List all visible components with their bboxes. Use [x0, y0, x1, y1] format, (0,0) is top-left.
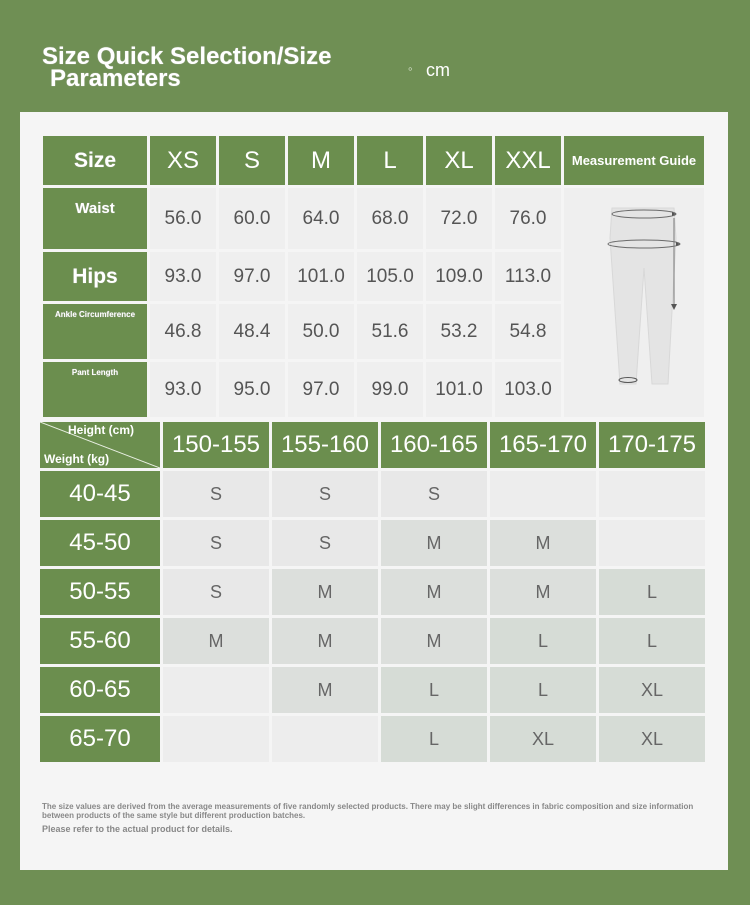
size-cell: M: [381, 569, 487, 615]
size-cell: L: [599, 569, 705, 615]
weight-row-header: 60-65: [40, 667, 160, 713]
unit-label: cm: [426, 60, 450, 80]
ruler-icon: ◦: [408, 61, 413, 76]
size-value: 105.0: [357, 252, 423, 301]
size-col-header: M: [288, 136, 354, 185]
measurement-guide-header: Measurement Guide: [564, 136, 704, 185]
weight-row: [40, 716, 705, 762]
size-value: 53.2: [426, 304, 492, 359]
size-value: 68.0: [357, 188, 423, 249]
size-value: 72.0: [426, 188, 492, 249]
size-cell: L: [490, 618, 596, 664]
weight-row-header: 65-70: [40, 716, 160, 762]
size-value: 48.4: [219, 304, 285, 359]
size-cell: S: [381, 471, 487, 517]
size-value: 109.0: [426, 252, 492, 301]
height-col-header: 155-160: [272, 422, 378, 468]
size-cell: M: [272, 667, 378, 713]
size-value: 51.6: [357, 304, 423, 359]
size-cell: M: [381, 618, 487, 664]
size-value: 76.0: [495, 188, 561, 249]
size-value: 97.0: [288, 362, 354, 417]
size-cell: [490, 471, 596, 517]
size-cell: S: [272, 471, 378, 517]
size-cell: L: [599, 618, 705, 664]
size-cell: [163, 667, 269, 713]
weight-row-header: 40-45: [40, 471, 160, 517]
table-corner: [40, 422, 160, 468]
height-col-header: 160-165: [381, 422, 487, 468]
size-value: 64.0: [288, 188, 354, 249]
size-value: 93.0: [150, 362, 216, 417]
weight-height-table: [37, 419, 708, 765]
size-header-row: [43, 136, 704, 185]
size-cell: M: [272, 618, 378, 664]
size-value: 60.0: [219, 188, 285, 249]
size-cell: M: [381, 520, 487, 566]
size-row-waist: [43, 188, 704, 249]
measurement-guide-figure: [564, 188, 704, 417]
height-axis-label: Height (cm): [68, 423, 134, 437]
size-cell: [599, 520, 705, 566]
size-cell: M: [272, 569, 378, 615]
title-line-1: Size Quick Selection/Size: [42, 43, 332, 70]
size-value: 93.0: [150, 252, 216, 301]
weight-row-header: 50-55: [40, 569, 160, 615]
row-label: Waist: [43, 188, 147, 249]
height-col-header: 170-175: [599, 422, 705, 468]
size-value: 113.0: [495, 252, 561, 301]
size-cell: L: [381, 667, 487, 713]
size-cell: S: [163, 569, 269, 615]
row-label: Ankle Circumference: [43, 304, 147, 359]
size-cell: XL: [599, 667, 705, 713]
size-value: 54.8: [495, 304, 561, 359]
page-title: [42, 43, 332, 92]
size-col-header: L: [357, 136, 423, 185]
pants-diagram-icon: [564, 198, 704, 402]
size-col-header: XS: [150, 136, 216, 185]
size-cell: XL: [599, 716, 705, 762]
weight-row: [40, 618, 705, 664]
size-cell: S: [163, 520, 269, 566]
size-value: 97.0: [219, 252, 285, 301]
size-col-header: XXL: [495, 136, 561, 185]
size-value: 46.8: [150, 304, 216, 359]
size-cell: M: [163, 618, 269, 664]
size-value: 99.0: [357, 362, 423, 417]
size-cell: M: [490, 569, 596, 615]
height-col-header: 150-155: [163, 422, 269, 468]
weight-row: [40, 520, 705, 566]
size-card: [20, 112, 728, 870]
size-value: 101.0: [288, 252, 354, 301]
size-cell: [599, 471, 705, 517]
size-value: 56.0: [150, 188, 216, 249]
size-cell: L: [381, 716, 487, 762]
row-label: Hips: [43, 252, 147, 301]
size-value: 95.0: [219, 362, 285, 417]
weight-row: [40, 471, 705, 517]
size-value: 101.0: [426, 362, 492, 417]
size-corner: Size: [43, 136, 147, 185]
weight-row: [40, 667, 705, 713]
title-line-2: Parameters: [50, 65, 181, 92]
weight-row-header: 45-50: [40, 520, 160, 566]
size-value: 50.0: [288, 304, 354, 359]
size-cell: XL: [490, 716, 596, 762]
height-header-row: [40, 422, 705, 468]
weight-row: [40, 569, 705, 615]
row-label: Pant Length: [43, 362, 147, 417]
weight-row-header: 55-60: [40, 618, 160, 664]
weight-axis-label: Weight (kg): [44, 452, 110, 466]
size-cell: [163, 716, 269, 762]
height-col-header: 165-170: [490, 422, 596, 468]
disclaimer-note: [42, 802, 722, 834]
disclaimer-refer: Please refer to the actual product for details.: [42, 824, 233, 834]
size-cell: M: [490, 520, 596, 566]
size-cell: S: [272, 520, 378, 566]
size-parameter-table: [40, 133, 707, 420]
size-cell: [272, 716, 378, 762]
size-value: 103.0: [495, 362, 561, 417]
disclaimer-line: The size values are derived from the average measurements of five randomly selected products. There may be slight differences in fabric composition and size information between products of the same style but different production batches.: [42, 802, 694, 820]
size-cell: S: [163, 471, 269, 517]
size-col-header: S: [219, 136, 285, 185]
size-col-header: XL: [426, 136, 492, 185]
size-cell: L: [490, 667, 596, 713]
